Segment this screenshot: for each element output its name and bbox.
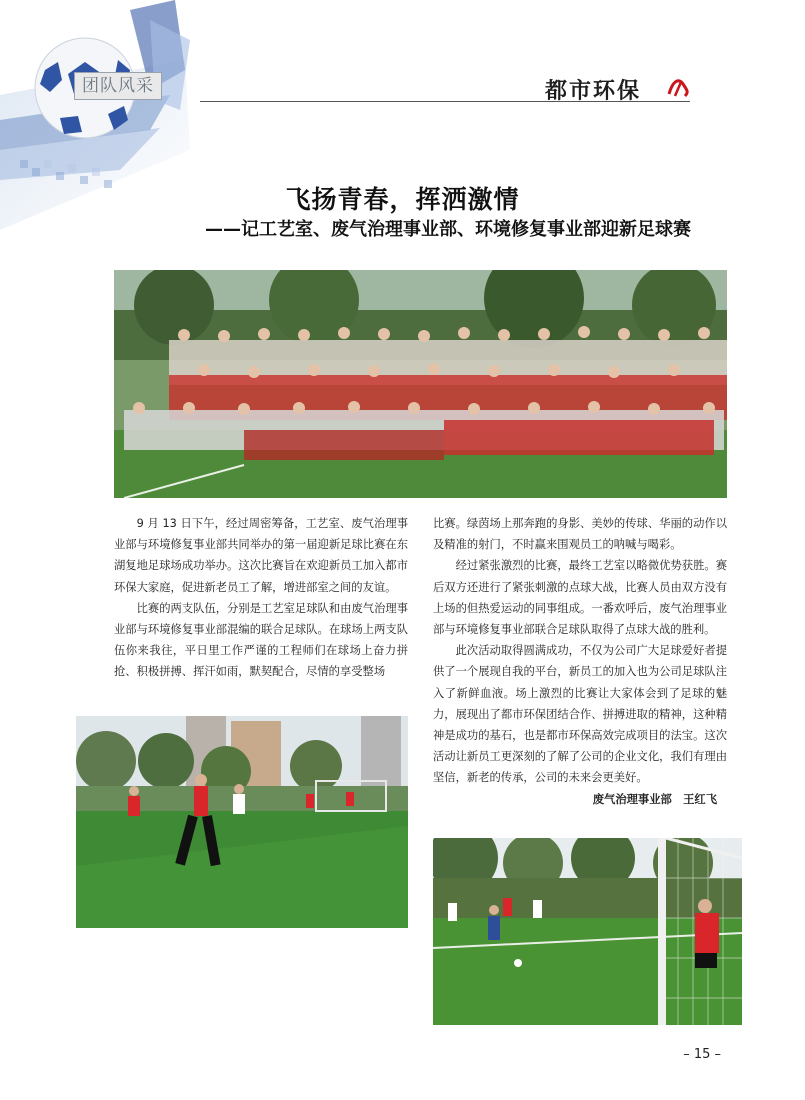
brand-logo-icon bbox=[665, 74, 691, 100]
goal-photo-illustration bbox=[433, 838, 742, 1025]
paragraph: 比赛。绿茵场上那奔跑的身影、美妙的传球、华丽的动作以及精准的射门，不时赢来围观员工的呐喊与喝彩。 bbox=[433, 517, 727, 552]
page-number: – 15 – bbox=[683, 1047, 721, 1062]
paragraph: 经过紧张激烈的比赛，最终工艺室以略微优势获胜。赛后双方还进行了紧张刺激的点球大战，比赛人员由双方没有上场的但热爱运动的同事组成。一番欢呼后，废气治理事业部与环境修复事业部联合足球队取得了点球大战的胜利。 bbox=[433, 559, 727, 637]
group-photo-illustration bbox=[114, 270, 727, 498]
match-photo-illustration bbox=[76, 716, 408, 928]
article-column-right bbox=[433, 513, 727, 810]
paragraph: 9 月 13 日下午，经过周密筹备，工艺室、废气治理事业部与环境修复事业部共同举办的第一届迎新足球比赛在东湖复地足球场成功举办。这次比赛旨在欢迎新员工加入都市环保大家庭，促进新老员工了解，增进部室之间的友谊。 bbox=[114, 517, 408, 594]
article-subtitle: ——记工艺室、废气治理事业部、环境修复事业部迎新足球赛 bbox=[205, 219, 691, 240]
section-tag: 团队风采 bbox=[74, 72, 162, 100]
team-group-photo bbox=[114, 270, 727, 498]
article-author: 废气治理事业部 王红飞 bbox=[592, 792, 717, 806]
paragraph: 比赛的两支队伍，分别是工艺室足球队和由废气治理事业部与环境修复事业部混编的联合足球队。在球场上两支队伍你来我往，平日里工作严谨的工程师们在球场上奋力拼抢、积极拼搏、挥汗如雨，默契配合，尽情的享受整场 bbox=[114, 601, 408, 679]
goal-keeper-photo bbox=[433, 838, 742, 1025]
article-title: 飞扬青春，挥洒激情 bbox=[285, 185, 520, 214]
article-column-left bbox=[114, 513, 408, 683]
magazine-brand: 都市环保 bbox=[545, 78, 642, 104]
paragraph: 此次活动取得圆满成功，不仅为公司广大足球爱好者提供了一个展现自我的平台，新员工的加入也为公司足球队注入了新鲜血液。场上激烈的比赛让大家体会到了足球的魅力，展现出了都市环保团结合作、拼搏进取的精神，这种精神是成功的基石，也是都市环保高效完成项目的法宝。这次活动让新员工更深刻的了解了公司的企业文化，我们有理由坚信，新老的传承，公司的未来会更美好。 bbox=[433, 644, 727, 785]
match-action-photo bbox=[76, 716, 408, 928]
